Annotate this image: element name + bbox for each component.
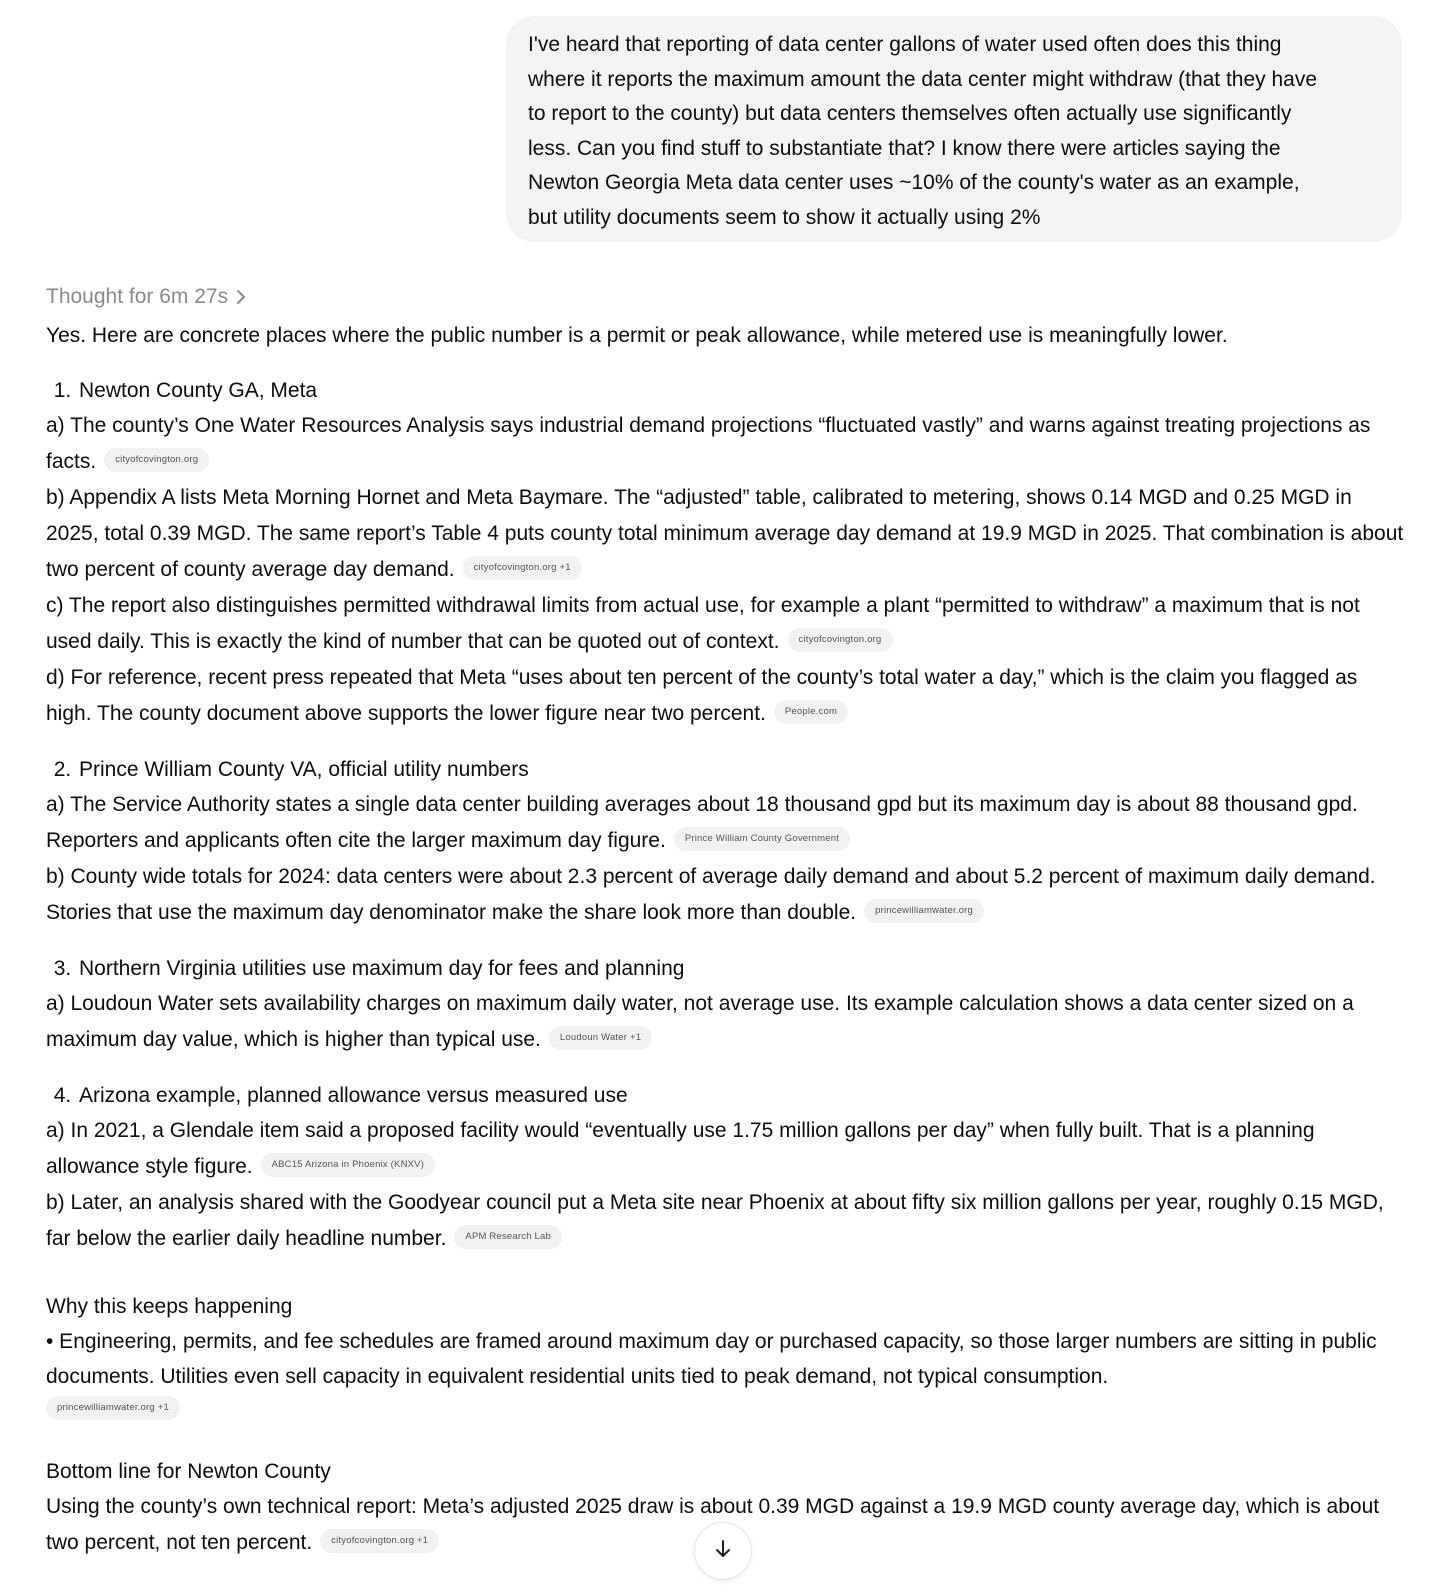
thought-toggle[interactable] [46,280,248,314]
item-text: b) Later, an analysis shared with the Goodyear council put a Meta site near Phoenix at about fifty six million gallons per year, roughly 0.15 MGD, far below the earlier daily headline number. [46,1191,1384,1250]
user-message-line: but utility documents seem to show it actually using 2% [528,205,1041,229]
section-arizona [46,1078,1406,1257]
item-text: b) County wide totals for 2024: data centers were about 2.3 percent of average daily demand and about 5.2 percent of maximum daily demand. Stories that use the maximum day denominator make the share look more than double. [46,865,1376,924]
source-chip[interactable]: Prince William County Government [674,827,850,851]
source-chip[interactable]: princewilliamwater.org [864,899,984,923]
list-item [46,787,1406,859]
source-chip[interactable]: cityofcovington.org +1 [463,556,582,580]
list-item [46,408,1406,480]
why-title: Why this keeps happening [46,1295,293,1318]
section-why [46,1289,1406,1422]
source-chip[interactable]: APM Research Lab [454,1225,562,1249]
list-item [46,986,1406,1058]
item-text: c) The report also distinguishes permitted withdrawal limits from actual use, for example a plant “permitted to withdraw” a maximum that is not used daily. This is exactly the kind of number that can be quoted out of context. [46,594,1360,653]
user-message-line: to report to the county) but data centers themselves often actually use significantly [528,102,1292,126]
why-bullet: • Engineering, permits, and fee schedules are framed around maximum day or purchased capacity, so those larger numbers are sitting in public documents. Utilities even sell capacity in equivalent residential units tied to peak demand, not typical consumption. [46,1330,1377,1388]
section-heading [46,752,1406,787]
section-title: Arizona example, planned allowance versus measured use [79,1084,628,1107]
section-title: Newton County GA, Meta [79,379,318,402]
section-number: 4. [53,1084,72,1107]
chevron-right-icon [234,288,248,306]
section-heading [46,951,1406,986]
source-chip[interactable]: princewilliamwater.org +1 [46,1396,180,1420]
source-chip[interactable]: cityofcovington.org +1 [320,1529,439,1553]
scroll-to-bottom-button[interactable] [694,1522,752,1580]
user-message-line: less. Can you find stuff to substantiate that? I know there were articles saying the [528,136,1281,160]
item-text: a) The Service Authority states a single data center building averages about 18 thousand gpd but its maximum day is about 88 thousand gpd. Reporters and applicants often cite the larger maximum day figure. [46,793,1358,852]
bottom-title: Bottom line for Newton County [46,1460,331,1483]
section-title: Prince William County VA, official utility numbers [79,758,529,781]
source-chip[interactable]: cityofcovington.org [788,628,893,652]
assistant-intro: Yes. Here are concrete places where the public number is a permit or peak allowance, while metered use is meaningfully lower. [46,324,1228,347]
section-northern-virginia [46,951,1406,1058]
section-title: Northern Virginia utilities use maximum day for fees and planning [79,957,685,980]
thought-label: Thought for 6m 27s [46,285,229,308]
section-number: 1. [53,379,72,402]
list-item [46,588,1406,660]
item-text: b) Appendix A lists Meta Morning Hornet and Meta Baymare. The “adjusted” table, calibrated to metering, shows 0.14 MGD and 0.25 MGD in 2025, total 0.39 MGD. The same report’s Table 4 puts county total minimum average day demand at 19.9 MGD in 2025. That combination is about two percent of county average day demand. [46,486,1404,581]
arrow-down-icon [712,1538,734,1565]
source-chip[interactable]: ABC15 Arizona in Phoenix (KNXV) [261,1153,435,1177]
user-message-line: I've heard that reporting of data center gallons of water used often does this thing [528,33,1282,56]
section-newton-county [46,373,1406,732]
section-heading [46,1078,1406,1113]
list-item [46,480,1406,588]
source-chip[interactable]: People.com [774,700,848,724]
item-text: a) In 2021, a Glendale item said a proposed facility would “eventually use 1.75 million gallons per day” when fully built. That is a planning allowance style figure. [46,1119,1315,1178]
user-message-line: where it reports the maximum amount the data center might withdraw (that they have [528,67,1318,91]
list-item [46,660,1406,732]
section-prince-william [46,752,1406,931]
section-heading [46,373,1406,408]
item-text: a) The county’s One Water Resources Analysis says industrial demand projections “fluctuated vastly” and warns against treating projections as facts. [46,414,1371,473]
source-chip[interactable]: Loudoun Water +1 [549,1026,652,1050]
list-item [46,1185,1406,1257]
item-text: a) Loudoun Water sets availability charges on maximum daily water, not average use. Its example calculation shows a data center sized on a maximum day value, which is higher than typical use. [46,992,1354,1051]
list-item [46,859,1406,931]
section-number: 3. [53,957,72,980]
user-message-line: Newton Georgia Meta data center uses ~10% of the county's water as an example, [528,171,1300,195]
item-text: d) For reference, recent press repeated that Meta “uses about ten percent of the county’s total water a day,” which is the claim you flagged as high. The county document above supports the lower figure near two percent. [46,666,1358,725]
section-number: 2. [53,758,72,781]
list-item [46,1113,1406,1185]
user-message-bubble [506,16,1402,242]
assistant-message [46,280,1406,1561]
source-chip[interactable]: cityofcovington.org [104,448,209,472]
bottom-text: Using the county’s own technical report: Meta’s adjusted 2025 draw is about 0.39 MGD against a 19.9 MGD county average day, which is about two percent, not ten percent. [46,1495,1380,1554]
